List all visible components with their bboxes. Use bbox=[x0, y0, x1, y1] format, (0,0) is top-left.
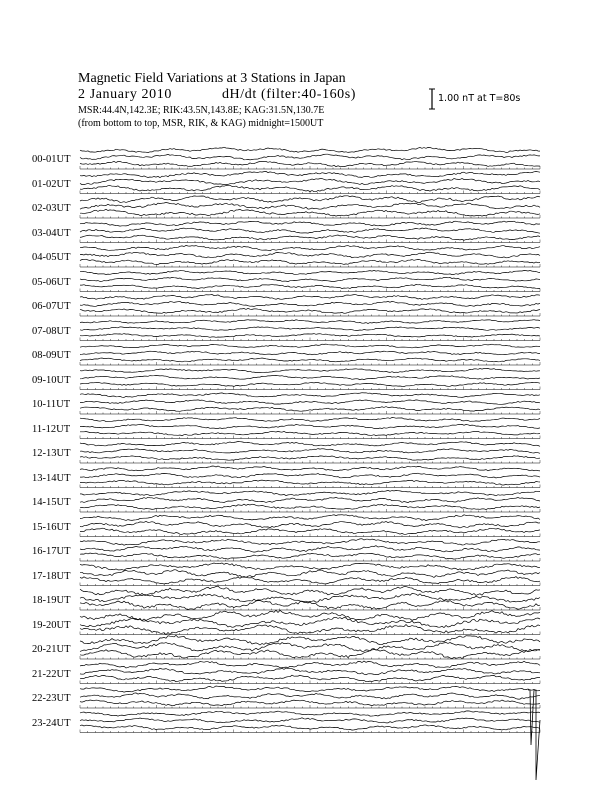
station-trace-rik bbox=[80, 228, 540, 233]
station-trace-msr bbox=[80, 284, 540, 288]
station-trace-rik bbox=[80, 154, 540, 160]
hour-label: 22-23UT bbox=[32, 693, 71, 704]
station-trace-msr bbox=[80, 161, 540, 166]
hour-label: 19-20UT bbox=[32, 619, 71, 631]
station-trace-msr bbox=[80, 700, 540, 706]
hour-row bbox=[80, 245, 540, 267]
station-trace-rik bbox=[80, 400, 540, 404]
station-trace-rik bbox=[80, 668, 540, 675]
hour-label: 14-15UT bbox=[32, 497, 71, 508]
hour-label: 08-09UT bbox=[32, 350, 71, 361]
station-trace-kag bbox=[80, 171, 540, 177]
station-trace-msr bbox=[80, 235, 540, 240]
station-trace-kag bbox=[80, 661, 540, 668]
hour-row bbox=[80, 393, 540, 414]
station-trace-kag bbox=[80, 515, 540, 521]
hour-row bbox=[80, 586, 540, 610]
station-trace-rik bbox=[80, 301, 540, 306]
station-trace-rik bbox=[80, 643, 540, 652]
station-trace-rik bbox=[80, 570, 540, 578]
hour-label: 12-13UT bbox=[32, 448, 71, 459]
hour-row bbox=[80, 661, 540, 683]
hour-row bbox=[80, 711, 540, 733]
hour-label: 04-05UT bbox=[32, 252, 71, 263]
station-trace-rik bbox=[80, 203, 540, 210]
station-trace-kag bbox=[80, 686, 540, 692]
station-trace-kag bbox=[80, 393, 540, 398]
hour-label: 15-16UT bbox=[32, 521, 71, 533]
station-trace-rik bbox=[80, 327, 540, 331]
station-trace-kag bbox=[80, 442, 540, 447]
station-trace-kag bbox=[80, 344, 540, 348]
station-trace-rik bbox=[80, 693, 540, 699]
station-trace-kag bbox=[80, 635, 540, 645]
station-trace-rik bbox=[80, 277, 540, 281]
hour-row bbox=[80, 344, 540, 365]
hour-label: 07-08UT bbox=[32, 325, 71, 337]
station-trace-kag bbox=[80, 466, 540, 471]
quantity-label: dH/dt (filter:40-160s) bbox=[221, 87, 357, 102]
station-trace-rik bbox=[80, 718, 540, 723]
station-trace-msr bbox=[80, 480, 540, 485]
hour-label: 11-12UT bbox=[32, 423, 71, 435]
station-trace-rik bbox=[80, 252, 540, 258]
station-trace-rik bbox=[80, 546, 540, 552]
hour-label: 20-21UT bbox=[32, 644, 71, 655]
hour-label: 05-06UT bbox=[32, 276, 71, 288]
station-trace-rik bbox=[80, 351, 540, 355]
station-trace-rik bbox=[80, 449, 540, 454]
hour-row bbox=[80, 539, 540, 561]
hour-row bbox=[80, 610, 540, 634]
hour-label: 16-17UT bbox=[32, 546, 71, 557]
stations-label: MSR:44.4N,142.3E; RIK:43.5N,143.8E; KAG:31.5N,130.7E bbox=[78, 105, 325, 116]
hour-row bbox=[80, 368, 540, 389]
station-trace-msr bbox=[80, 308, 540, 313]
station-trace-kag bbox=[80, 711, 540, 716]
date-label: 2 January 2010 bbox=[78, 87, 172, 102]
station-trace-kag bbox=[80, 196, 540, 203]
hour-row bbox=[80, 295, 540, 317]
hour-row bbox=[80, 171, 540, 193]
station-trace-kag bbox=[80, 368, 540, 372]
station-trace-msr bbox=[80, 407, 540, 412]
station-trace-msr bbox=[80, 382, 540, 386]
hour-row bbox=[80, 270, 540, 291]
station-trace-kag bbox=[80, 245, 540, 250]
station-trace-kag bbox=[80, 610, 540, 620]
station-trace-msr bbox=[80, 431, 540, 435]
hour-label: 02-03UT bbox=[32, 203, 71, 214]
station-trace-rik bbox=[80, 497, 540, 502]
station-trace-msr bbox=[80, 259, 540, 264]
station-trace-rik bbox=[80, 594, 540, 603]
station-trace-msr bbox=[80, 725, 540, 730]
station-trace-msr bbox=[80, 334, 540, 338]
hour-row bbox=[80, 418, 540, 439]
station-trace-msr bbox=[80, 528, 540, 534]
station-trace-rik bbox=[80, 424, 540, 428]
scale-label: 1.00 nT at T=80s bbox=[438, 93, 521, 104]
hour-row bbox=[80, 515, 540, 537]
station-trace-rik bbox=[80, 473, 540, 478]
station-trace-msr bbox=[80, 358, 540, 362]
station-trace-msr bbox=[80, 504, 540, 509]
hour-label: 10-11UT bbox=[32, 399, 71, 410]
hour-row bbox=[80, 221, 540, 242]
hour-row bbox=[80, 320, 540, 341]
hour-label: 09-10UT bbox=[32, 374, 71, 386]
chart-title: Magnetic Field Variations at 3 Stations in Japan bbox=[78, 71, 346, 86]
hour-row bbox=[80, 196, 540, 218]
hour-row bbox=[80, 147, 540, 169]
station-trace-rik bbox=[80, 521, 540, 528]
hour-row bbox=[80, 466, 540, 488]
hour-row bbox=[80, 490, 540, 512]
hour-row bbox=[80, 635, 540, 659]
station-trace-kag bbox=[80, 270, 540, 274]
station-trace-kag bbox=[80, 586, 540, 595]
station-trace-kag bbox=[80, 490, 540, 495]
spike-trace bbox=[528, 690, 540, 780]
hour-label: 23-24UT bbox=[32, 717, 71, 729]
hour-row bbox=[80, 563, 540, 586]
hour-label: 03-04UT bbox=[32, 227, 71, 239]
hour-label: 13-14UT bbox=[32, 472, 71, 484]
hour-label: 01-02UT bbox=[32, 178, 71, 190]
station-trace-rik bbox=[80, 179, 540, 185]
hour-row bbox=[80, 686, 540, 708]
hour-label: 00-01UT bbox=[32, 154, 71, 165]
hour-label: 21-22UT bbox=[32, 668, 71, 680]
order-note: (from bottom to top, MSR, RIK, & KAG) midnight=1500UT bbox=[78, 118, 324, 129]
hour-label: 17-18UT bbox=[32, 570, 71, 582]
hour-label: 18-19UT bbox=[32, 595, 71, 606]
station-trace-kag bbox=[80, 418, 540, 422]
hour-row bbox=[80, 442, 540, 464]
station-trace-kag bbox=[80, 147, 540, 152]
station-trace-kag bbox=[80, 539, 540, 546]
station-trace-kag bbox=[80, 320, 540, 324]
station-trace-kag bbox=[80, 295, 540, 300]
station-trace-msr bbox=[80, 456, 540, 460]
station-trace-rik bbox=[80, 375, 540, 379]
station-trace-kag bbox=[80, 563, 540, 570]
hour-label: 06-07UT bbox=[32, 301, 71, 312]
station-trace-kag bbox=[80, 221, 540, 226]
